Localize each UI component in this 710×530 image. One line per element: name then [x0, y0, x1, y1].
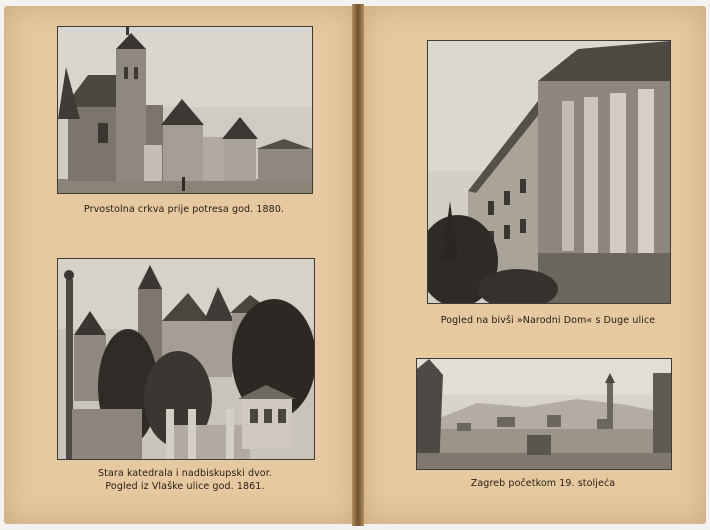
- old-cathedral-photo-caption: [57, 467, 313, 493]
- narodni-dom-photo: [427, 40, 671, 304]
- old-cathedral-caption-line-2: Pogled iz Vlaške ulice god. 1861.: [105, 481, 265, 492]
- zagreb-engraving: [416, 358, 672, 470]
- narodni-dom-photo-caption: Pogled na bivši »Narodni Dom« s Duge ulice: [440, 315, 656, 326]
- cathedral-photo: [57, 26, 313, 194]
- zagreb-engraving-caption: Zagreb početkom 19. stoljeća: [470, 478, 616, 489]
- cathedral-photo-caption: Prvostolna crkva prije potresa god. 1880.: [83, 204, 285, 215]
- book-spine: [352, 4, 364, 526]
- old-cathedral-photo: [57, 258, 315, 460]
- old-cathedral-caption-line-1: Stara katedrala i nadbiskupski dvor.: [98, 468, 272, 479]
